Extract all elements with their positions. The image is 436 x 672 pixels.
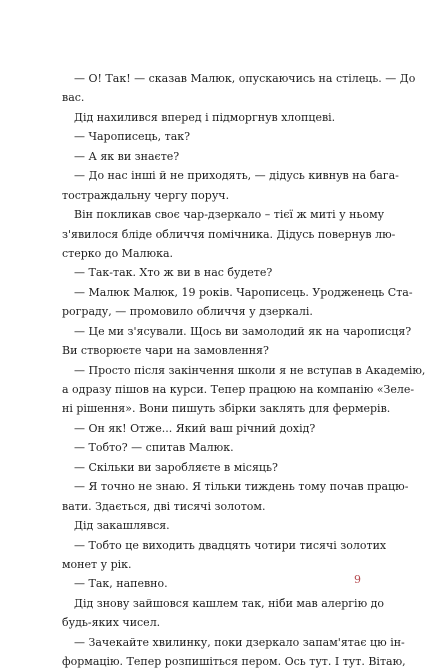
text-line: — Так, напевно.	[74, 577, 168, 591]
text-line: — Тобто? — спитав Малюк.	[74, 441, 234, 455]
text-line: а одразу пішов на курси. Тепер працюю на компанію «Зеле-	[62, 383, 415, 396]
text-line: — А як ви знаєте?	[74, 149, 180, 163]
text-line: монет у рік.	[62, 557, 132, 571]
body-text	[62, 69, 426, 672]
text-line: — Малюк Малюк, 19 років. Чарописець. Уродженець Ста-	[74, 285, 413, 299]
text-line: вас.	[62, 91, 85, 105]
text-line: — Так-так. Хто ж ви в нас будете?	[74, 266, 273, 280]
text-line: — Зачекайте хвилинку, поки дзеркало запам'ятає цю ін-	[74, 635, 405, 649]
text-line: будь-яких чисел.	[62, 616, 161, 630]
text-line: ні рішення». Вони пишуть збірки заклять для фермерів.	[62, 402, 391, 416]
text-line: — Це ми з'ясували. Щось ви замолодий як на чарописця?	[74, 324, 412, 338]
text-line: — Чарописець, так?	[74, 130, 191, 144]
text-line: Дід закашлявся.	[74, 519, 170, 533]
text-line: — Тобто це виходить двадцять чотири тисячі золотих	[74, 538, 387, 552]
text-line: вати. Здається, дві тисячі золотом.	[62, 499, 266, 513]
text-line: — О! Так! — сказав Малюк, опускаючись на стілець. — До	[74, 72, 416, 85]
text-line: Дід нахилився вперед і підморгнув хлопцеві.	[74, 110, 336, 124]
text-line: Він покликав своє чар-дзеркало – тієї ж миті у ньому	[74, 208, 385, 222]
text-line: стерко до Малюка.	[62, 246, 173, 260]
text-line: з'явилося бліде обличчя помічника. Дідусь повернув лю-	[62, 227, 396, 241]
text-line: — Он як! Отже... Який ваш річний дохід?	[74, 421, 316, 435]
page-number: 9	[354, 573, 361, 586]
text-line: — Я точно не знаю. Я тільки тиждень тому почав працю-	[74, 480, 409, 494]
text-line: Дід знову зайшовся кашлем так, ніби мав алергію до	[74, 596, 385, 610]
text-line: рограду, — промовило обличчя у дзеркалі.	[62, 305, 313, 319]
text-line: — До нас інші й не приходять, — дідусь кивнув на бага-	[74, 169, 399, 183]
text-line: тостраждальну чергу поруч.	[62, 188, 230, 202]
text-line: — Просто після закінчення школи я не вступав в Академію,	[74, 363, 426, 377]
text-line: — Скільки ви заробляєте в місяць?	[74, 460, 278, 474]
text-line: формацію. Тепер розпишіться пером. Ось тут. І тут. Вітаю,	[62, 655, 406, 669]
text-line: Ви створюєте чари на замовлення?	[62, 344, 269, 358]
